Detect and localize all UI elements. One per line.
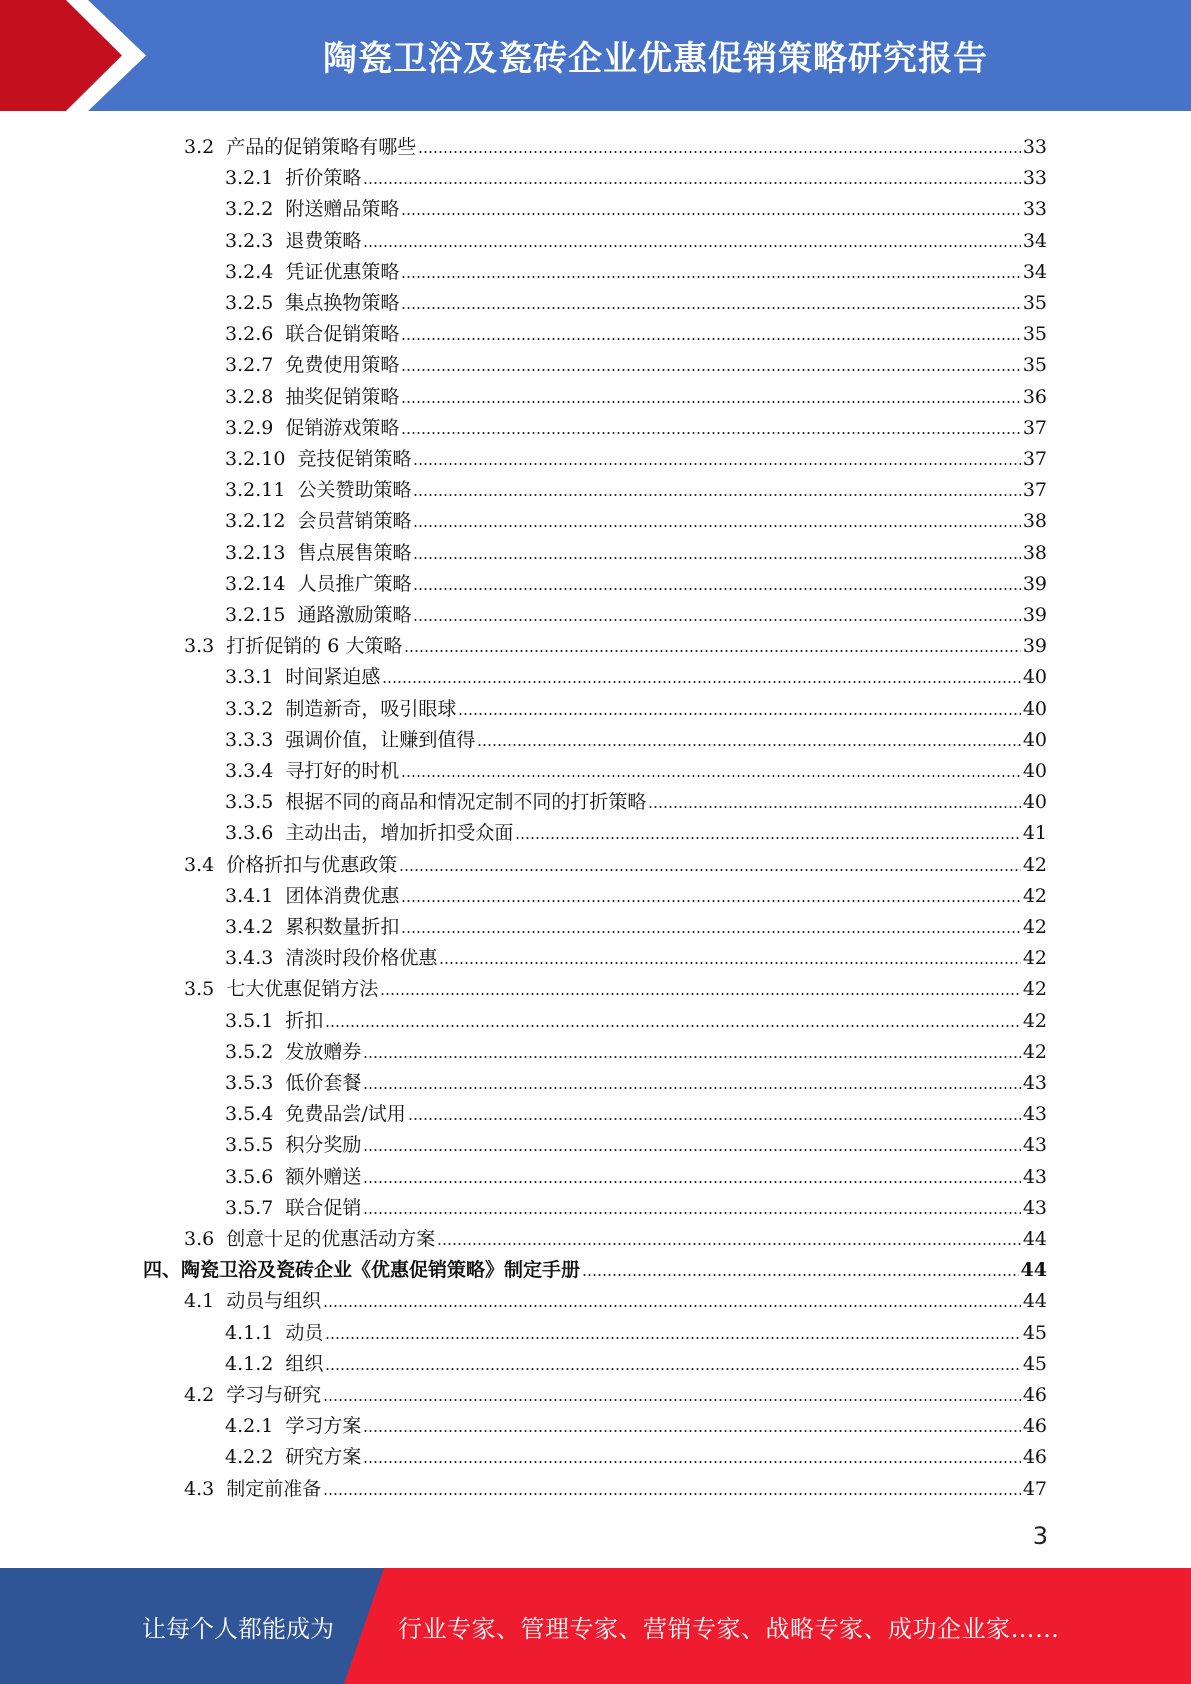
toc-entry-title: 免费使用策略 (285, 354, 400, 377)
toc-entry-page: 38 (1022, 510, 1047, 533)
toc-entry-title: 累积数量折扣 (285, 916, 400, 938)
toc-entry-page: 43 (1022, 1072, 1047, 1094)
toc-entry-number: 3.3 (184, 635, 215, 658)
toc-entry-number: 3.5.2 (225, 1040, 274, 1063)
toc-entry-title: 寻打好的时机 (285, 760, 400, 782)
toc-entry-number: 3.2.14 (225, 572, 286, 595)
toc-entry[interactable] (225, 690, 1047, 721)
toc-entry[interactable] (225, 565, 1047, 596)
toc-entry-page: 33 (1022, 136, 1047, 158)
page-number: 3 (1032, 1522, 1048, 1550)
toc-entry-number: 4.2 (184, 1384, 215, 1406)
toc-leader-dots (325, 1332, 1020, 1340)
toc-entry-page: 35 (1022, 292, 1047, 314)
toc-entry-number: 3.2.13 (225, 541, 286, 564)
toc-entry-page: 37 (1022, 416, 1047, 439)
toc-entry[interactable] (184, 970, 1047, 1001)
toc-entry[interactable] (225, 1189, 1047, 1220)
toc-entry-title: 发放赠券 (285, 1040, 362, 1063)
toc-entry-page: 43 (1022, 1134, 1047, 1157)
toc-entry-number: 3.5.6 (225, 1165, 274, 1188)
toc-entry-page: 46 (1022, 1384, 1047, 1406)
toc-entry-title: 动员 (285, 1321, 324, 1344)
toc-entry-title: 组织 (285, 1352, 324, 1375)
toc-leader-dots (323, 1394, 1021, 1402)
toc-entry[interactable] (225, 346, 1047, 377)
toc-leader-dots (363, 1456, 1020, 1464)
toc-leader-dots (439, 957, 1020, 965)
toc-entry-page: 33 (1022, 198, 1047, 221)
toc-entry-title: 折扣 (285, 1009, 324, 1032)
toc-entry-page: 45 (1022, 1321, 1047, 1344)
toc-entry-title: 联合促销 (285, 1196, 362, 1219)
toc-entry-number: 3.2.3 (225, 229, 274, 252)
toc-leader-dots (413, 458, 1020, 466)
toc-leader-dots (401, 302, 1020, 310)
toc-entry[interactable] (225, 440, 1047, 471)
toc-entry-title: 制定前准备 (226, 1477, 322, 1500)
toc-entry-number: 3.2.4 (225, 260, 274, 283)
toc-leader-dots (399, 864, 1021, 872)
toc-entry[interactable] (184, 627, 1047, 658)
toc-entry[interactable] (225, 939, 1047, 970)
toc-leader-dots (477, 739, 1020, 747)
toc-leader-dots (413, 614, 1020, 622)
toc-leader-dots (363, 1176, 1020, 1184)
toc-entry[interactable] (225, 1064, 1047, 1095)
toc-entry-number: 3.2.1 (225, 167, 274, 190)
toc-entry[interactable] (225, 658, 1047, 689)
toc-entry-number: 3.4.1 (225, 884, 274, 907)
toc-entry-number: 3.5.5 (225, 1134, 274, 1157)
toc-entry-number: 3.2.8 (225, 385, 274, 408)
toc-entry[interactable] (225, 1002, 1047, 1033)
toc-entry-number: 4.1 (184, 1290, 215, 1313)
toc-entry[interactable] (225, 534, 1047, 565)
toc-entry[interactable] (225, 1033, 1047, 1064)
toc-leader-dots (408, 1113, 1021, 1121)
toc-entry[interactable] (184, 128, 1047, 159)
toc-entry[interactable] (225, 1438, 1047, 1469)
toc-entry-title: 产品的促销策略有哪些 (226, 136, 417, 158)
toc-entry[interactable] (225, 1095, 1047, 1126)
page-footer (0, 1568, 1191, 1684)
toc-entry-page: 40 (1022, 791, 1047, 814)
toc-entry-number: 3.2.7 (225, 354, 274, 377)
toc-entry[interactable] (225, 190, 1047, 221)
toc-entry-page: 33 (1022, 167, 1047, 190)
toc-entry-page: 42 (1022, 1040, 1047, 1063)
toc-entry-title: 主动出击，增加折扣受众面 (285, 822, 514, 845)
toc-entry-number: 3.2.11 (225, 479, 286, 502)
toc-entry-page: 37 (1022, 479, 1047, 502)
toc-entry-number: 4.2.2 (225, 1446, 274, 1469)
toc-entry-title: 免费品尝/试用 (285, 1103, 406, 1126)
toc-leader-dots (380, 988, 1021, 996)
toc-entry-page: 35 (1022, 323, 1047, 346)
toc-entry-title: 竞技促销策略 (297, 448, 412, 470)
toc-leader-dots (363, 177, 1020, 185)
toc-entry-page: 34 (1022, 260, 1047, 283)
toc-entry-page: 42 (1022, 978, 1047, 1001)
toc-entry[interactable] (225, 378, 1047, 409)
toc-entry[interactable] (225, 409, 1047, 440)
toc-entry-title: 动员与组织 (226, 1290, 322, 1313)
toc-entry-page: 42 (1022, 1009, 1047, 1032)
toc-entry[interactable] (225, 783, 1047, 814)
toc-entry-title: 价格折扣与优惠政策 (226, 853, 398, 876)
toc-entry[interactable] (225, 222, 1047, 253)
toc-entry-number: 4.1.2 (225, 1352, 274, 1375)
toc-leader-dots (413, 583, 1020, 591)
toc-entry-page: 43 (1022, 1196, 1047, 1219)
toc-entry[interactable] (143, 1251, 1047, 1282)
toc-entry-number: 3.2.15 (225, 604, 286, 626)
toc-entry-page: 43 (1022, 1103, 1047, 1126)
toc-entry-number: 3.5.4 (225, 1103, 274, 1126)
footer-tagline: 行业专家、管理专家、营销专家、战略专家、成功企业家…… (398, 1614, 1060, 1643)
toc-entry-number: 3.2.9 (225, 416, 274, 439)
toc-leader-dots (401, 364, 1020, 372)
toc-entry-page: 40 (1022, 728, 1047, 751)
toc-entry[interactable] (225, 1314, 1047, 1345)
toc-leader-dots (363, 1082, 1020, 1090)
toc-entry-page: 42 (1022, 853, 1047, 876)
toc-entry-page: 40 (1022, 760, 1047, 782)
toc-leader-dots (363, 1051, 1020, 1059)
toc-entry-title: 学习与研究 (226, 1384, 322, 1406)
toc-entry-number: 4.2.1 (225, 1415, 274, 1438)
toc-entry-title: 打折促销的 6 大策略 (226, 635, 403, 658)
toc-entry-number: 3.3.5 (225, 791, 274, 814)
header-chevron-icon (0, 0, 160, 111)
toc-entry-title: 七大优惠促销方法 (226, 978, 379, 1001)
toc-entry-title: 折价策略 (285, 167, 362, 190)
toc-entry-number: 4.3 (184, 1477, 215, 1500)
toc-leader-dots (323, 1300, 1021, 1308)
toc-entry[interactable] (225, 284, 1047, 315)
toc-entry[interactable] (184, 846, 1047, 877)
toc-entry[interactable] (225, 814, 1047, 845)
toc-leader-dots (413, 489, 1020, 497)
toc-entry-number: 3.3.4 (225, 760, 274, 782)
toc-leader-dots (325, 1020, 1020, 1028)
toc-entry-page: 39 (1022, 572, 1047, 595)
toc-entry-title: 促销游戏策略 (285, 416, 400, 439)
toc-entry-title: 研究方案 (285, 1446, 362, 1469)
toc-leader-dots (401, 895, 1020, 903)
toc-entry-number: 3.5.3 (225, 1072, 274, 1094)
toc-entry-number: 3.4 (184, 853, 215, 876)
toc-leader-dots (401, 333, 1020, 341)
toc-leader-dots (413, 552, 1020, 560)
toc-leader-dots (401, 271, 1020, 279)
toc-entry-title: 额外赠送 (285, 1165, 362, 1188)
toc-entry-number: 3.2.2 (225, 198, 274, 221)
toc-leader-dots (458, 708, 1020, 716)
toc-leader-dots (401, 396, 1020, 404)
toc-entry-page: 36 (1022, 385, 1047, 408)
toc-entry-page: 45 (1022, 1352, 1047, 1375)
toc-entry-page: 42 (1022, 947, 1047, 970)
toc-entry-title: 集点换物策略 (285, 292, 400, 314)
toc-entry[interactable] (225, 1345, 1047, 1376)
toc-entry[interactable] (225, 596, 1047, 627)
toc-entry-title: 售点展售策略 (297, 541, 412, 564)
toc-leader-dots (582, 1269, 1019, 1277)
document-title: 陶瓷卫浴及瓷砖企业优惠促销策略研究报告 (323, 39, 988, 79)
footer-slogan: 让每个人都能成为 (142, 1614, 334, 1643)
toc-leader-dots (648, 801, 1020, 809)
toc-entry-page: 46 (1022, 1446, 1047, 1469)
toc-entry-number: 3.4.3 (225, 947, 274, 970)
toc-entry[interactable] (184, 1376, 1047, 1407)
toc-leader-dots (418, 146, 1021, 154)
toc-entry[interactable] (225, 1407, 1047, 1438)
toc-entry-title: 创意十足的优惠活动方案 (226, 1228, 436, 1250)
toc-entry[interactable] (225, 908, 1047, 939)
toc-entry-page: 39 (1022, 635, 1047, 658)
toc-entry-page: 42 (1022, 884, 1047, 907)
toc-entry-page: 37 (1022, 448, 1047, 470)
toc-entry[interactable] (225, 752, 1047, 783)
toc-entry-title: 强调价值，让赚到值得 (285, 728, 476, 751)
toc-entry-title: 团体消费优惠 (285, 884, 400, 907)
toc-entry[interactable] (184, 1470, 1047, 1501)
toc-entry-number: 3.3.2 (225, 697, 274, 720)
toc-entry-number: 3.5 (184, 978, 215, 1001)
toc-entry[interactable] (225, 721, 1047, 752)
toc-entry-number: 3.2 (184, 136, 215, 158)
toc-entry[interactable] (225, 502, 1047, 533)
toc-entry-page: 44 (1022, 1290, 1047, 1313)
toc-leader-dots (323, 1488, 1021, 1496)
toc-entry-title: 凭证优惠策略 (285, 260, 400, 283)
toc-entry-title: 退费策略 (285, 229, 362, 252)
toc-entry[interactable] (184, 1282, 1047, 1313)
toc-entry[interactable] (184, 1220, 1047, 1251)
toc-entry-number: 3.2.12 (225, 510, 286, 533)
toc-leader-dots (401, 770, 1020, 778)
toc-entry-number: 3.5.1 (225, 1009, 274, 1032)
toc-entry-number: 3.3.3 (225, 728, 274, 751)
toc-entry-title: 通路激励策略 (297, 604, 412, 626)
toc-entry-title: 根据不同的商品和情况定制不同的打折策略 (285, 791, 647, 814)
toc-entry-title: 公关赞助策略 (297, 479, 412, 502)
toc-entry-page: 35 (1022, 354, 1047, 377)
toc-entry-number: 3.6 (184, 1228, 215, 1250)
toc-entry-page: 41 (1022, 822, 1047, 845)
toc-entry-title: 附送赠品策略 (285, 198, 400, 221)
toc-entry-title: 学习方案 (285, 1415, 362, 1438)
toc-entry-page: 46 (1022, 1415, 1047, 1438)
toc-entry-page: 42 (1022, 916, 1047, 938)
toc-leader-dots (401, 208, 1020, 216)
toc-entry[interactable] (225, 471, 1047, 502)
toc-entry-title: 人员推广策略 (297, 572, 412, 595)
toc-entry-title: 抽奖促销策略 (285, 385, 400, 408)
toc-entry-title: 会员营销策略 (297, 510, 412, 533)
toc-leader-dots (401, 427, 1020, 435)
toc-entry-number: 3.3.6 (225, 822, 274, 845)
toc-entry-number: 3.2.10 (225, 448, 286, 470)
toc-entry[interactable] (225, 1158, 1047, 1189)
toc-entry-number: 4.1.1 (225, 1321, 274, 1344)
toc-entry-page: 44 (1020, 1259, 1047, 1282)
toc-leader-dots (325, 1363, 1020, 1371)
toc-entry[interactable] (225, 315, 1047, 346)
toc-leader-dots (363, 1144, 1020, 1152)
toc-entry-page: 34 (1022, 229, 1047, 252)
toc-entry-page: 43 (1022, 1165, 1047, 1188)
toc-leader-dots (363, 1207, 1020, 1215)
toc-entry-page: 40 (1022, 697, 1047, 720)
toc-leader-dots (363, 240, 1020, 248)
toc-entry-number: 3.2.5 (225, 292, 274, 314)
toc-leader-dots (437, 1238, 1021, 1246)
toc-entry-page: 40 (1022, 666, 1047, 689)
toc-entry[interactable] (225, 877, 1047, 908)
toc-leader-dots (515, 832, 1020, 840)
toc-entry-title: 时间紧迫感 (285, 666, 381, 689)
toc-entry-title: 四、陶瓷卫浴及瓷砖企业《优惠促销策略》制定手册 (143, 1259, 581, 1282)
toc-leader-dots (401, 926, 1020, 934)
toc-entry[interactable] (225, 1126, 1047, 1157)
toc-entry-page: 39 (1022, 604, 1047, 626)
toc-entry-page: 38 (1022, 541, 1047, 564)
toc-leader-dots (404, 645, 1020, 653)
toc-entry-title: 制造新奇，吸引眼球 (285, 697, 457, 720)
toc-entry-title: 低价套餐 (285, 1072, 362, 1094)
toc-leader-dots (363, 1425, 1020, 1433)
toc-entry-page: 44 (1022, 1228, 1047, 1250)
toc-entry-number: 3.4.2 (225, 916, 274, 938)
toc-leader-dots (382, 676, 1020, 684)
page-header (0, 0, 1191, 111)
toc-entry-title: 联合促销策略 (285, 323, 400, 346)
toc-leader-dots (413, 520, 1020, 528)
toc-entry[interactable] (225, 253, 1047, 284)
toc-entry-number: 3.2.6 (225, 323, 274, 346)
toc-entry-page: 47 (1022, 1477, 1047, 1500)
toc-entry-title: 清淡时段价格优惠 (285, 947, 438, 970)
toc-entry-title: 积分奖励 (285, 1134, 362, 1157)
toc-entry-number: 3.5.7 (225, 1196, 274, 1219)
toc-entry[interactable] (225, 159, 1047, 190)
toc-entry-number: 3.3.1 (225, 666, 274, 689)
